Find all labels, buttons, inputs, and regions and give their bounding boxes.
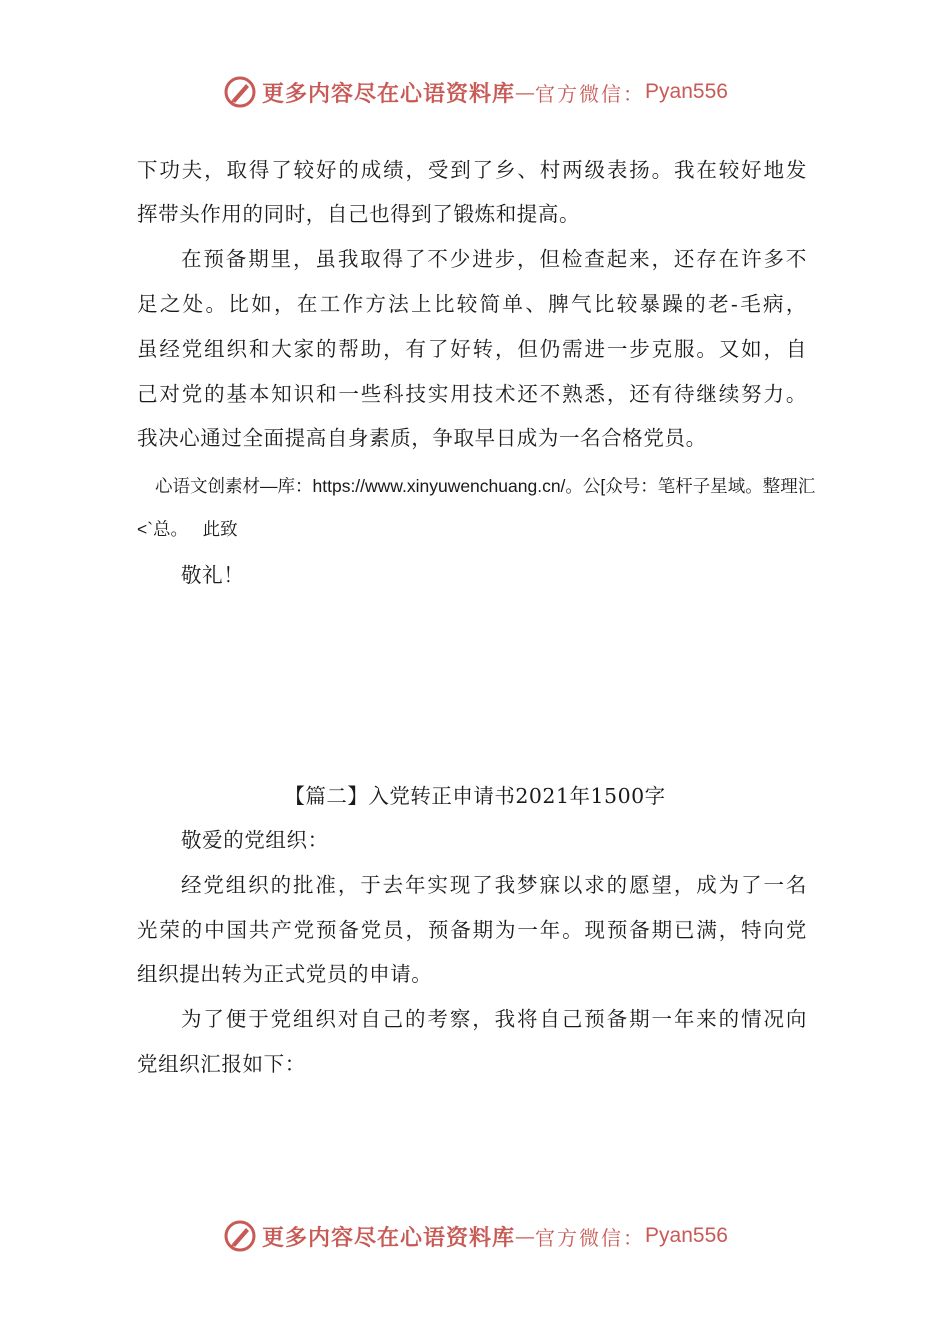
- footer-banner: [0, 1212, 950, 1260]
- paragraph-line: 虽经党组织和大家的帮助，有了好转，但仍需进一步克服。又如，自: [137, 337, 807, 361]
- brand-logo-icon: [222, 1218, 258, 1254]
- closing-salute: 敬礼！: [181, 563, 245, 587]
- banner-brand-text: 更多内容尽在心语资料库: [262, 80, 516, 107]
- banner-brand-text: 更多内容尽在心语资料库: [262, 1224, 516, 1251]
- banner-dash: —: [515, 1224, 536, 1248]
- salutation: 敬爱的党组织：: [181, 828, 329, 852]
- watermark-notice-line: 心语文创素材—库：https://www.xinyuwenchuang.cn/。公[众号：笔杆子星域。整理汇: [155, 476, 816, 496]
- paragraph-line: 党组织汇报如下：: [137, 1052, 306, 1076]
- header-banner: [0, 68, 950, 116]
- paragraph-line: 在预备期里，虽我取得了不少进步，但检查起来，还存在许多不: [181, 247, 807, 271]
- paragraph-line: 我决心通过全面提高自身素质，争取早日成为一名合格党员。: [137, 426, 707, 450]
- paragraph-line: 经党组织的批准，于去年实现了我梦寐以求的愿望，成为了一名: [181, 873, 807, 897]
- paragraph-line: 足之处。比如，在工作方法上比较简单、脾气比较暴躁的老-毛病，: [137, 292, 807, 316]
- paragraph-line: 光荣的中国共产党预备党员，预备期为一年。现预备期已满，特向党: [137, 918, 807, 942]
- paragraph-line: 为了便于党组织对自己的考察，我将自己预备期一年来的情况向: [181, 1007, 807, 1031]
- banner-wechat-id: Pyan556: [645, 1224, 728, 1247]
- section-title: 【篇二】入党转正申请书2021年1500字: [284, 784, 666, 808]
- watermark-notice-line: <`总。 此致: [137, 519, 238, 539]
- banner-wechat-id: Pyan556: [645, 80, 728, 103]
- paragraph-line: 挥带头作用的同时，自己也得到了锻炼和提高。: [137, 202, 581, 226]
- paragraph-line: 组织提出转为正式党员的申请。: [137, 962, 433, 986]
- banner-wechat-label: 官方微信：: [535, 81, 646, 106]
- paragraph-line: 下功夫，取得了较好的成绩，受到了乡、村两级表扬。我在较好地发: [137, 158, 807, 182]
- banner-wechat-label: 官方微信：: [535, 1225, 646, 1250]
- banner-dash: —: [515, 80, 536, 104]
- paragraph-line: 己对党的基本知识和一些科技实用技术还不熟悉，还有待继续努力。: [137, 382, 807, 406]
- brand-logo-icon: [222, 74, 258, 110]
